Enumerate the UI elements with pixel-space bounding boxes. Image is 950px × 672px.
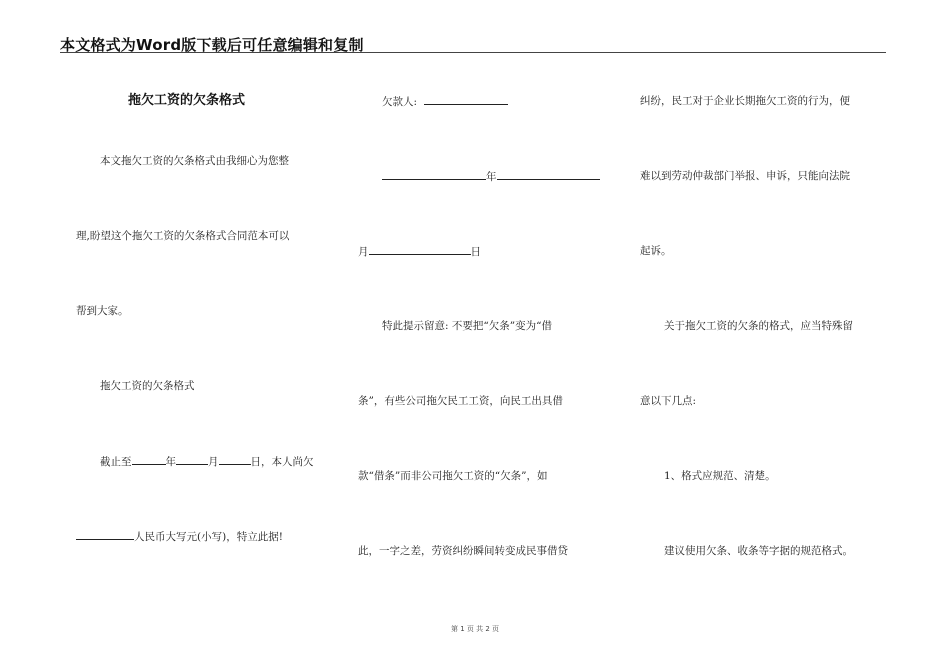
note-line-1: 关于拖欠工资的欠条的格式，应当特殊留 [664, 320, 853, 332]
blank-debtor [424, 94, 508, 105]
clause-date-line [76, 454, 326, 469]
tip-line-4: 此，一字之差，劳资纠纷瞬间转变成民事借贷 [358, 545, 568, 557]
blank-month [176, 454, 208, 465]
blank-day [219, 454, 251, 465]
blank-amount [76, 529, 134, 540]
intro-line-1: 本文拖欠工资的欠条格式由我细心为您整 [100, 155, 289, 167]
tip-line-3: 款“借条”而非公司拖欠工资的“欠条”，如 [358, 470, 548, 482]
date-month-label: 月 [358, 246, 369, 258]
date-year-label: 年 [486, 171, 497, 183]
clause-month-label: 月 [208, 456, 219, 468]
clause-prefix: 截止至 [100, 456, 132, 468]
continuation-line-3: 起诉。 [640, 245, 672, 257]
point-line-2: 建议使用欠条、收条等字据的规范格式。 [664, 545, 853, 557]
column-middle [358, 0, 600, 620]
continuation-line-2: 难以到劳动仲裁部门举报、申诉，只能向法院 [640, 170, 850, 182]
page-number: 第 1 页 共 2 页 [450, 625, 500, 633]
note-line-2: 意以下几点: [640, 395, 697, 407]
column-left [76, 0, 326, 620]
document-title: 拖欠工资的欠条格式 [128, 93, 246, 108]
intro-line-3: 帮到大家。 [76, 305, 129, 317]
clause-amount-line [76, 529, 326, 544]
clause-day-label: 日，本人尚欠 [250, 456, 314, 468]
debtor-label: 欠款人: [382, 96, 418, 108]
section-heading: 拖欠工资的欠条格式 [100, 380, 195, 392]
tip-line-1: 特此提示留意: 不要把“欠条”变为“借 [382, 320, 552, 332]
blank-date-3 [369, 244, 471, 255]
column-right [640, 0, 882, 620]
clause-year-label: 年 [165, 456, 176, 468]
clause-amount-text: 人民币大写元(小写)，特立此据! [134, 531, 283, 543]
continuation-line-1: 纠纷，民工对于企业长期拖欠工资的行为，便 [640, 95, 850, 107]
intro-line-2: 理,盼望这个拖欠工资的欠条格式合同范本可以 [76, 230, 290, 242]
banner-title: 本文格式为Word版下载后可任意编辑和复制 [60, 36, 364, 54]
point-line-1: 1、格式应规范、清楚。 [664, 470, 776, 482]
date-year-line [358, 169, 600, 184]
debtor-line [358, 94, 600, 109]
blank-date-2 [497, 169, 600, 180]
date-day-label: 日 [470, 246, 481, 258]
tip-line-2: 条”，有些公司拖欠民工工资，向民工出具借 [358, 395, 563, 407]
blank-date-1 [382, 169, 486, 180]
blank-year [132, 454, 166, 465]
date-month-line [358, 244, 600, 259]
